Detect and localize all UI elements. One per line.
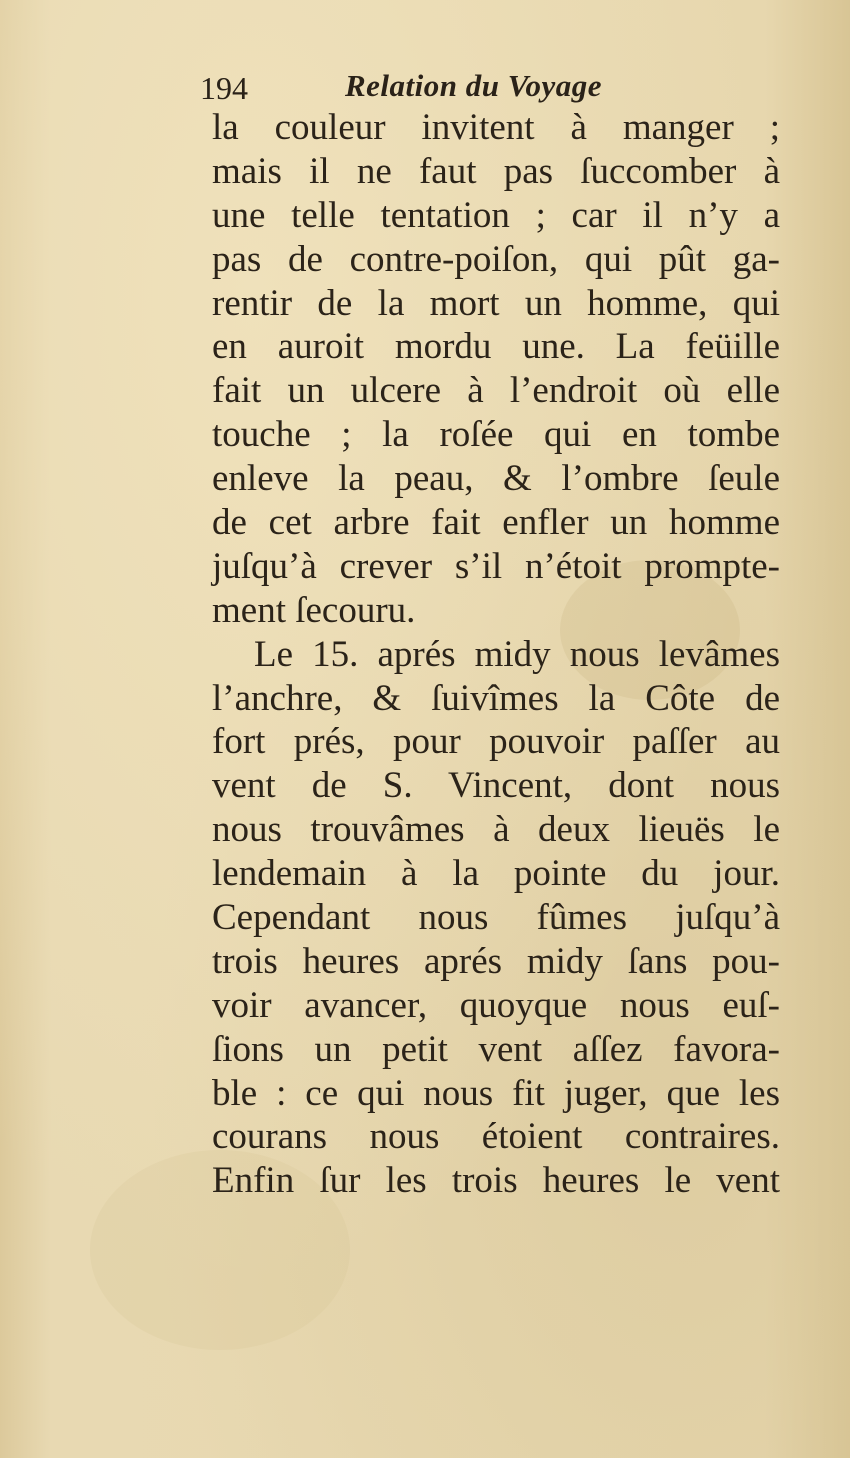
text-line: Cependant nous fûmes juſqu’à bbox=[212, 897, 780, 939]
text-line: nous trouvâmes à deux lieuës le bbox=[212, 809, 780, 851]
page-number: 194 bbox=[200, 70, 248, 106]
paragraph-2 bbox=[212, 633, 780, 1204]
text-line: trois heures aprés midy ſans pou- bbox=[212, 940, 780, 982]
body-text bbox=[212, 106, 780, 1203]
text-line: juſqu’à crever s’il n’étoit prompte- bbox=[212, 545, 780, 587]
text-line: rentir de la mort un homme, qui bbox=[212, 282, 780, 324]
paragraph-1 bbox=[212, 106, 780, 633]
text-line: fort prés, pour pouvoir paſſer au bbox=[212, 721, 780, 763]
page-header bbox=[200, 62, 780, 112]
text-line: voir avancer, quoyque nous euſ- bbox=[212, 984, 780, 1026]
text-line: ment ſecouru. bbox=[212, 589, 416, 631]
text-line: fait un ulcere à l’endroit où elle bbox=[212, 370, 780, 412]
text-line: de cet arbre fait enfler un homme bbox=[212, 502, 780, 544]
text-line: Le 15. aprés midy nous levâmes bbox=[254, 633, 780, 675]
text-line: touche ; la roſée qui en tombe bbox=[212, 414, 780, 456]
text-line: ble : ce qui nous fit juger, que les bbox=[212, 1072, 780, 1114]
text-line: la couleur invitent à manger ; bbox=[212, 107, 780, 148]
text-line: mais il ne faut pas ſuccomber à bbox=[212, 150, 780, 192]
text-line: ſions un petit vent aſſez favora- bbox=[212, 1028, 780, 1070]
text-line: l’anchre, & ſuivîmes la Côte de bbox=[212, 677, 780, 719]
text-line: en auroit mordu une. La feüille bbox=[212, 326, 780, 368]
text-line: vent de S. Vincent, dont nous bbox=[212, 765, 780, 807]
text-line: pas de contre-poiſon, qui pût ga- bbox=[212, 238, 780, 280]
text-line: lendemain à la pointe du jour. bbox=[212, 853, 780, 895]
text-line: une telle tentation ; car il n’y a bbox=[212, 194, 780, 236]
text-line: enleve la peau, & l’ombre ſeule bbox=[212, 458, 780, 500]
text-line: courans nous étoient contraires. bbox=[212, 1116, 780, 1158]
running-head: Relation du Voyage bbox=[345, 68, 603, 103]
text-line: Enfin ſur les trois heures le vent bbox=[212, 1160, 780, 1202]
